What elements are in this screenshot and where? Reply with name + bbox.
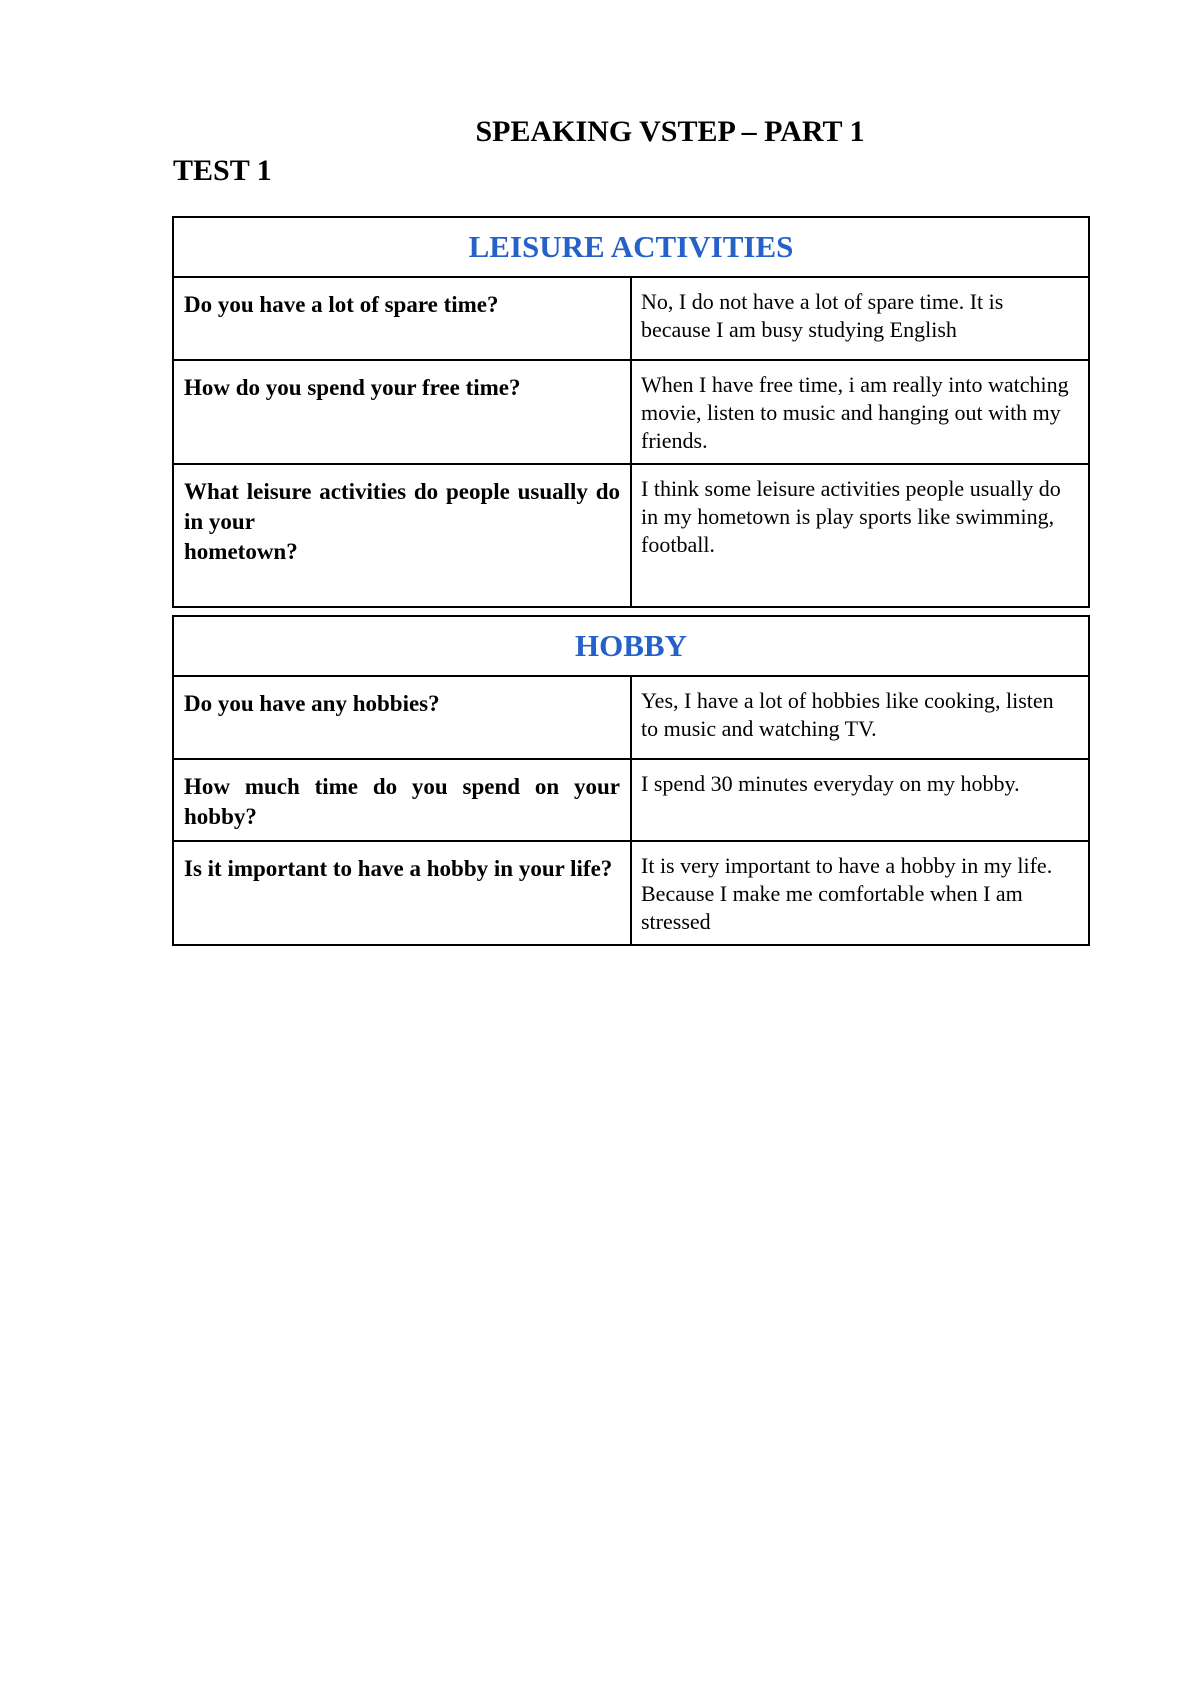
table-row	[173, 759, 1089, 841]
leisure-activities-table	[172, 216, 1090, 608]
section-heading-leisure-activities: LEISURE ACTIVITIES	[173, 217, 1089, 277]
test-label: TEST 1	[173, 154, 272, 187]
question-text: What leisure activities do people usually do in your	[184, 479, 620, 534]
question-cell: How do you spend your free time?	[173, 360, 631, 464]
answer-cell: I think some leisure activities people usually do in my hometown is play sports like swimming, football.	[631, 464, 1089, 607]
table-row	[173, 676, 1089, 759]
table-row	[173, 360, 1089, 464]
table-row	[173, 841, 1089, 945]
answer-cell: It is very important to have a hobby in my life. Because I make me comfortable when I am stressed	[631, 841, 1089, 945]
hobby-table	[172, 615, 1090, 946]
question-cell: Is it important to have a hobby in your life?	[173, 841, 631, 945]
question-cell: How much time do you spend on your hobby?	[173, 759, 631, 841]
answer-cell: I spend 30 minutes everyday on my hobby.	[631, 759, 1089, 841]
answer-cell: Yes, I have a lot of hobbies like cooking, listen to music and watching TV.	[631, 676, 1089, 759]
question-cell	[173, 464, 631, 607]
answer-cell: When I have free time, i am really into watching movie, listen to music and hanging out with my friends.	[631, 360, 1089, 464]
question-cell: Do you have a lot of spare time?	[173, 277, 631, 360]
section-heading-hobby: HOBBY	[173, 616, 1089, 676]
question-text-last-line: hometown?	[184, 539, 298, 564]
table-row	[173, 277, 1089, 360]
question-cell: Do you have any hobbies?	[173, 676, 631, 759]
table-row	[173, 464, 1089, 607]
page-title: SPEAKING VSTEP – PART 1	[475, 115, 865, 148]
answer-cell: No, I do not have a lot of spare time. It is because I am busy studying English	[631, 277, 1089, 360]
